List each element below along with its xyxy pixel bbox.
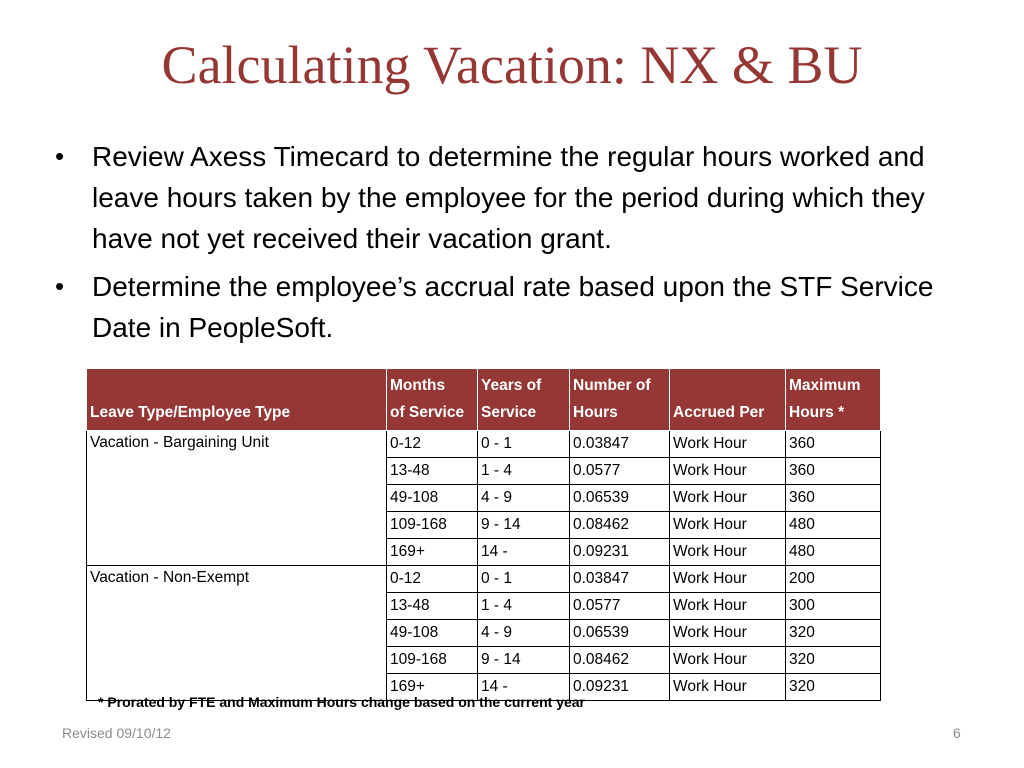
hours-cell: 0.08462 [570,512,670,539]
max-hours-cell: 200 [786,566,881,593]
header-years-of-service: Years of Service [478,369,570,431]
months-cell: 0-12 [387,566,478,593]
bullet-list [55,136,985,355]
hours-cell: 0.09231 [570,539,670,566]
months-cell: 109-168 [387,512,478,539]
years-cell: 14 - [478,539,570,566]
months-cell: 49-108 [387,620,478,647]
max-hours-cell: 360 [786,485,881,512]
hours-cell: 0.08462 [570,647,670,674]
hours-cell: 0.03847 [570,431,670,458]
header-maximum-hours: Maximum Hours * [786,369,881,431]
max-hours-cell: 320 [786,674,881,701]
years-cell: 4 - 9 [478,620,570,647]
months-cell: 49-108 [387,485,478,512]
hours-cell: 0.0577 [570,458,670,485]
table-body [87,431,881,701]
max-hours-cell: 360 [786,431,881,458]
table-footnote: * Prorated by FTE and Maximum Hours change based on the current year [98,694,586,710]
hours-cell: 0.0577 [570,593,670,620]
max-hours-cell: 300 [786,593,881,620]
accrued-per-cell: Work Hour [670,431,786,458]
accrued-per-cell: Work Hour [670,512,786,539]
months-cell: 169+ [387,674,478,701]
accrued-per-cell: Work Hour [670,620,786,647]
slide-title: Calculating Vacation: NX & BU [161,35,863,95]
max-hours-cell: 480 [786,512,881,539]
table-header-row [87,369,881,431]
accrued-per-cell: Work Hour [670,485,786,512]
months-cell: 13-48 [387,458,478,485]
table-row [87,566,881,593]
header-leave-type: Leave Type/Employee Type [87,369,387,431]
header-months-of-service: Months of Service [387,369,478,431]
bullet-dot-icon: • [55,271,65,301]
bullet-item [55,136,985,259]
vacation-accrual-table [86,368,881,701]
revised-date: Revised 09/10/12 [62,725,171,741]
years-cell: 1 - 4 [478,593,570,620]
hours-cell: 0.03847 [570,566,670,593]
accrued-per-cell: Work Hour [670,674,786,701]
years-cell: 4 - 9 [478,485,570,512]
years-cell: 9 - 14 [478,512,570,539]
header-number-of-hours: Number of Hours [570,369,670,431]
accrued-per-cell: Work Hour [670,539,786,566]
months-cell: 109-168 [387,647,478,674]
header-accrued-per: Accrued Per [670,369,786,431]
hours-cell: 0.09231 [570,674,670,701]
max-hours-cell: 320 [786,647,881,674]
years-cell: 9 - 14 [478,647,570,674]
bullet-dot-icon: • [55,141,65,171]
table-row [87,431,881,458]
page-number: 6 [953,725,961,741]
accrued-per-cell: Work Hour [670,647,786,674]
years-cell: 14 - [478,674,570,701]
leave-type-cell: Vacation - Non-Exempt [87,566,387,701]
accrued-per-cell: Work Hour [670,593,786,620]
months-cell: 169+ [387,539,478,566]
leave-type-cell: Vacation - Bargaining Unit [87,431,387,566]
hours-cell: 0.06539 [570,620,670,647]
bullet-text: Determine the employee’s accrual rate based upon the STF Service Date in PeopleSoft. [92,271,934,343]
bullet-item [55,266,985,348]
bullet-text: Review Axess Timecard to determine the regular hours worked and leave hours taken by the employee for the period during which they have not yet received their vacation grant. [92,141,925,254]
accrued-per-cell: Work Hour [670,458,786,485]
years-cell: 0 - 1 [478,431,570,458]
years-cell: 1 - 4 [478,458,570,485]
hours-cell: 0.06539 [570,485,670,512]
accrued-per-cell: Work Hour [670,566,786,593]
months-cell: 0-12 [387,431,478,458]
max-hours-cell: 360 [786,458,881,485]
months-cell: 13-48 [387,593,478,620]
years-cell: 0 - 1 [478,566,570,593]
max-hours-cell: 480 [786,539,881,566]
max-hours-cell: 320 [786,620,881,647]
